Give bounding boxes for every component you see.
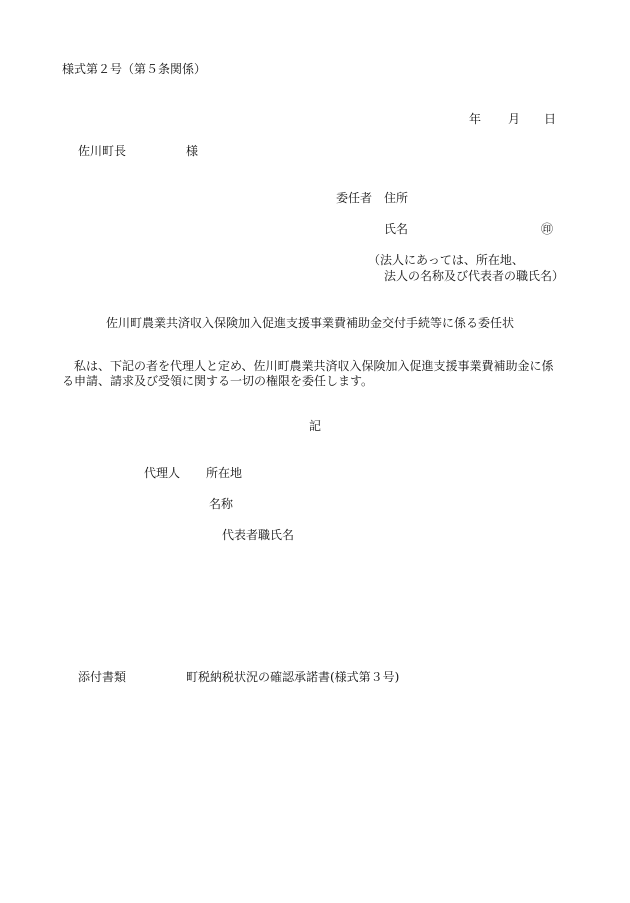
addressee-honorific: 様 xyxy=(186,144,199,158)
body-text-line1: 私は、下記の者を代理人と定め、佐川町農業共済収入保険加入促進支援事業費補助金に係 xyxy=(62,359,554,373)
corporate-note-line1: （法人にあっては、所在地、 xyxy=(368,253,524,267)
attachment-label: 添付書類 xyxy=(78,670,127,684)
date-month-label: 月 xyxy=(508,112,521,126)
principal-address-label: 住所 xyxy=(384,191,409,205)
attachment-value: 町税納税状況の確認承諾書(様式第３号) xyxy=(186,670,400,684)
document-title: 佐川町農業共済収入保険加入促進支援事業費補助金交付手続等に係る委任状 xyxy=(106,316,515,330)
agent-location-label: 所在地 xyxy=(206,466,243,480)
corporate-note-line2: 法人の名称及び代表者の職氏名） xyxy=(384,269,565,283)
date-year-label: 年 xyxy=(469,112,482,126)
date-day-label: 日 xyxy=(544,112,557,126)
agent-name-label: 名称 xyxy=(209,497,234,511)
agent-representative-label: 代表者職氏名 xyxy=(222,528,295,542)
agent-label: 代理人 xyxy=(144,466,181,480)
principal-name-label: 氏名 xyxy=(384,222,409,236)
form-number: 様式第２号（第５条関係） xyxy=(62,62,207,76)
addressee: 佐川町長 xyxy=(78,144,127,158)
seal-mark: ㊞ xyxy=(541,222,554,236)
ki-heading: 記 xyxy=(309,419,322,433)
principal-label: 委任者 xyxy=(336,191,373,205)
body-text-line2: る申請、請求及び受領に関する一切の権限を委任します。 xyxy=(62,374,374,388)
